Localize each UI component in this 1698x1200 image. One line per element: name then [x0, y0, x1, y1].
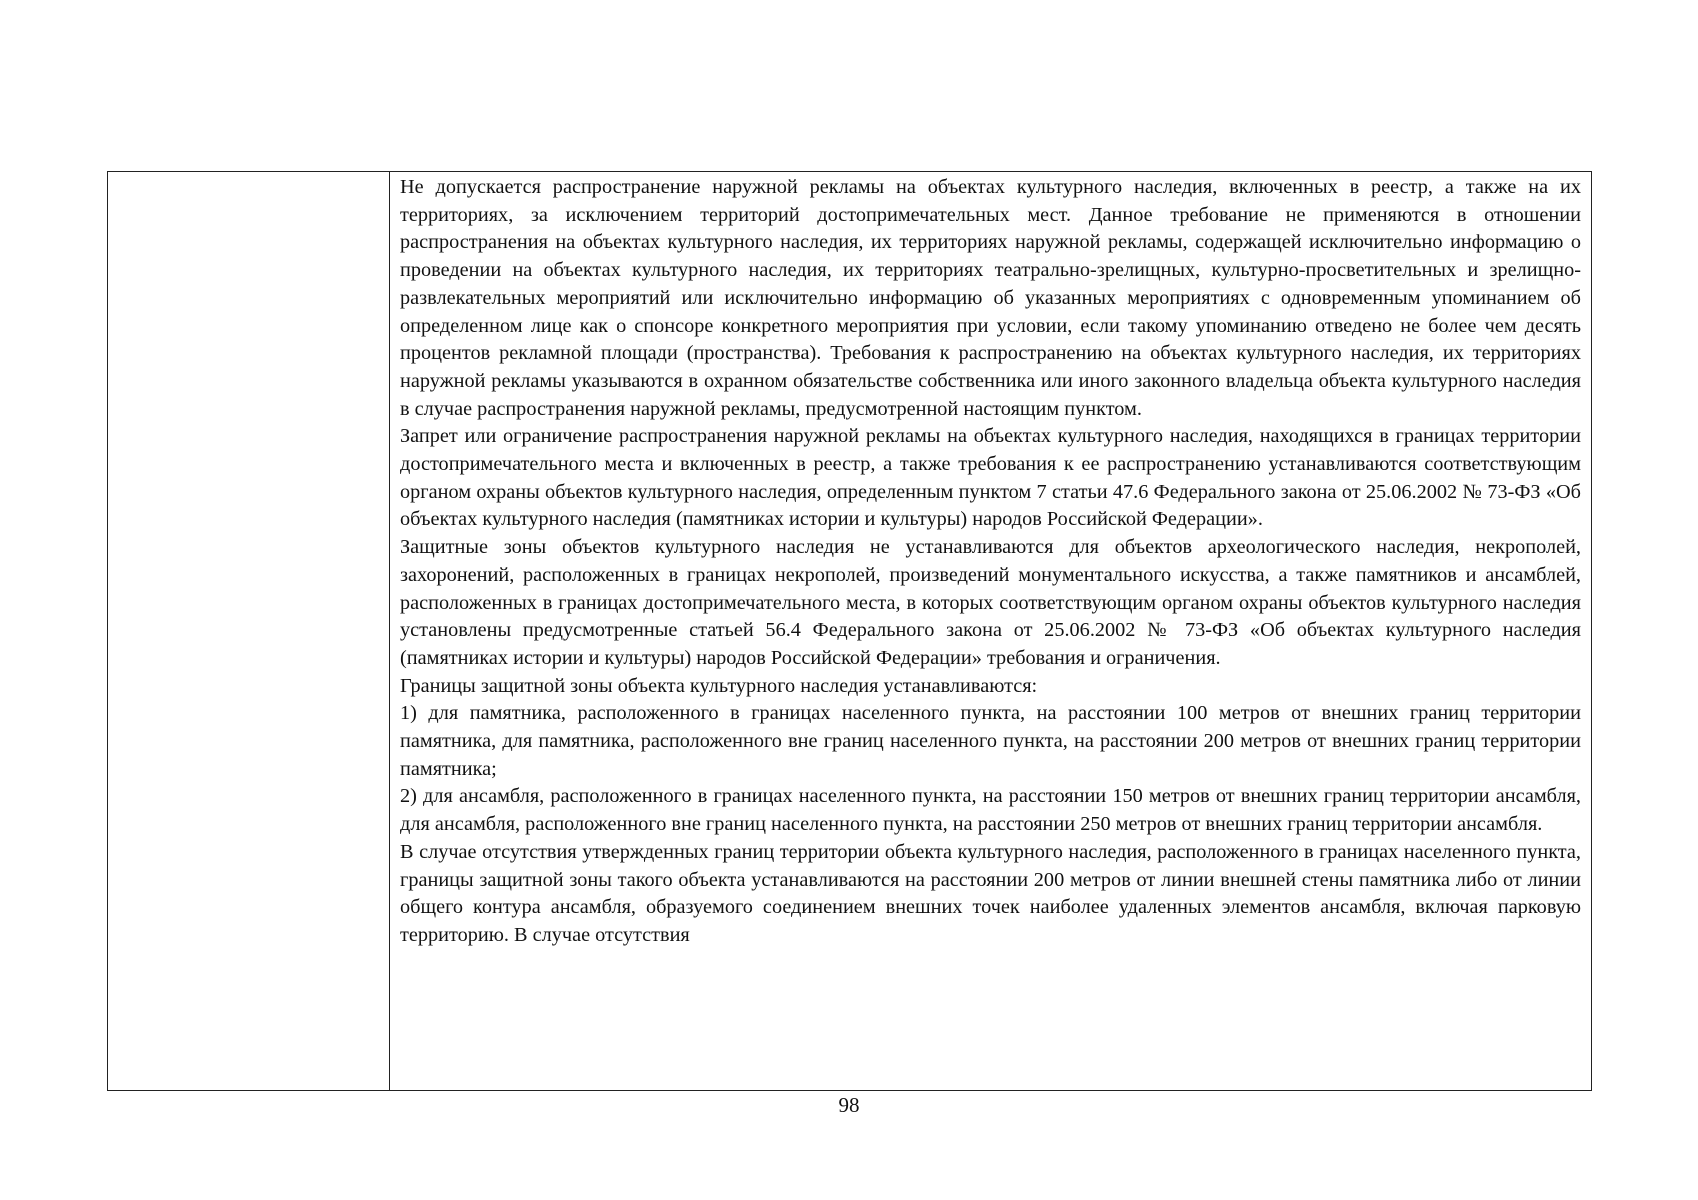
document-table [107, 171, 1592, 1091]
table-left-cell [108, 172, 390, 1090]
paragraph-advertising-restriction: Запрет или ограничение распространения наружной рекламы на объектах культурного наследия, находящихся в границах территории достопримечательного места и включенных в реестр, а также требования к ее распространению устанавливаются соответствующим органом охраны объектов культурного наследия, определенным пунктом 7 статьи 47.6 Федерального закона от 25.06.2002 № 73-ФЗ «Об объектах культурного наследия (памятниках истории и культуры) народов Российской Федерации». [400, 425, 1581, 531]
paragraph-protective-zones-exceptions: Защитные зоны объектов культурного наследия не устанавливаются для объектов археологического наследия, некрополей, захоронений, расположенных в границах некрополей, произведений монументального искусства, а также памятников и ансамблей, расположенных в границах достопримечательного места, в которых соответствующим органом охраны объектов культурного наследия установлены предусмотренные статьей 56.4 Федерального закона от 25.06.2002 № 73-ФЗ «Об объектах культурного наследия (памятниках истории и культуры) народов Российской Федерации» требования и ограничения. [400, 536, 1581, 669]
table-right-cell [390, 172, 1591, 1090]
paragraph-zone-boundaries-intro: Границы защитной зоны объекта культурного наследия устанавливаются: [400, 674, 1038, 697]
page-number: 98 [838, 1093, 860, 1117]
paragraph-missing-boundaries: В случае отсутствия утвержденных границ территории объекта культурного наследия, расположенного в границах населенного пункта, границы защитной зоны такого объекта устанавливаются на расстоянии 200 метров от линии внешней стены памятника либо от линии общего контура ансамбля, образуемого соединением внешних точек наиболее удаленных элементов ансамбля, включая парковую территорию. В случае отсутствия [400, 840, 1581, 946]
paragraph-ensemble-boundaries: 2) для ансамбля, расположенного в границах населенного пункта, на расстоянии 150 метров от внешних границ территории ансамбля, для ансамбля, расположенного вне границ населенного пункта, на расстоянии 250 метров от внешних границ территории ансамбля. [400, 785, 1581, 836]
paragraph-monument-boundaries: 1) для памятника, расположенного в границах населенного пункта, на расстоянии 100 метров от внешних границ территории памятника, для памятника, расположенного вне границ населенного пункта, на расстоянии 200 метров от внешних границ территории памятника; [400, 702, 1581, 780]
paragraph-advertising-ban: Не допускается распространение наружной рекламы на объектах культурного наследия, включенных в реестр, а также на их территориях, за исключением территорий достопримечательных мест. Данное требование не применяются в отношении распространения на объектах культурного наследия, их территориях наружной рекламы, содержащей исключительно информацию о проведении на объектах культурного наследия, их территориях театрально-зрелищных, культурно-просветительных и зрелищно-развлекательных мероприятий или исключительно информацию об указанных мероприятиях с одновременным упоминанием об определенном лице как о спонсоре конкретного мероприятия при условии, если такому упоминанию отведено не более чем десять процентов рекламной площади (пространства). Требования к распространению на объектах культурного наследия, их территориях наружной рекламы указываются в охранном обязательстве собственника или иного законного владельца объекта культурного наследия в случае распространения наружной рекламы, предусмотренной настоящим пунктом. [400, 176, 1581, 420]
